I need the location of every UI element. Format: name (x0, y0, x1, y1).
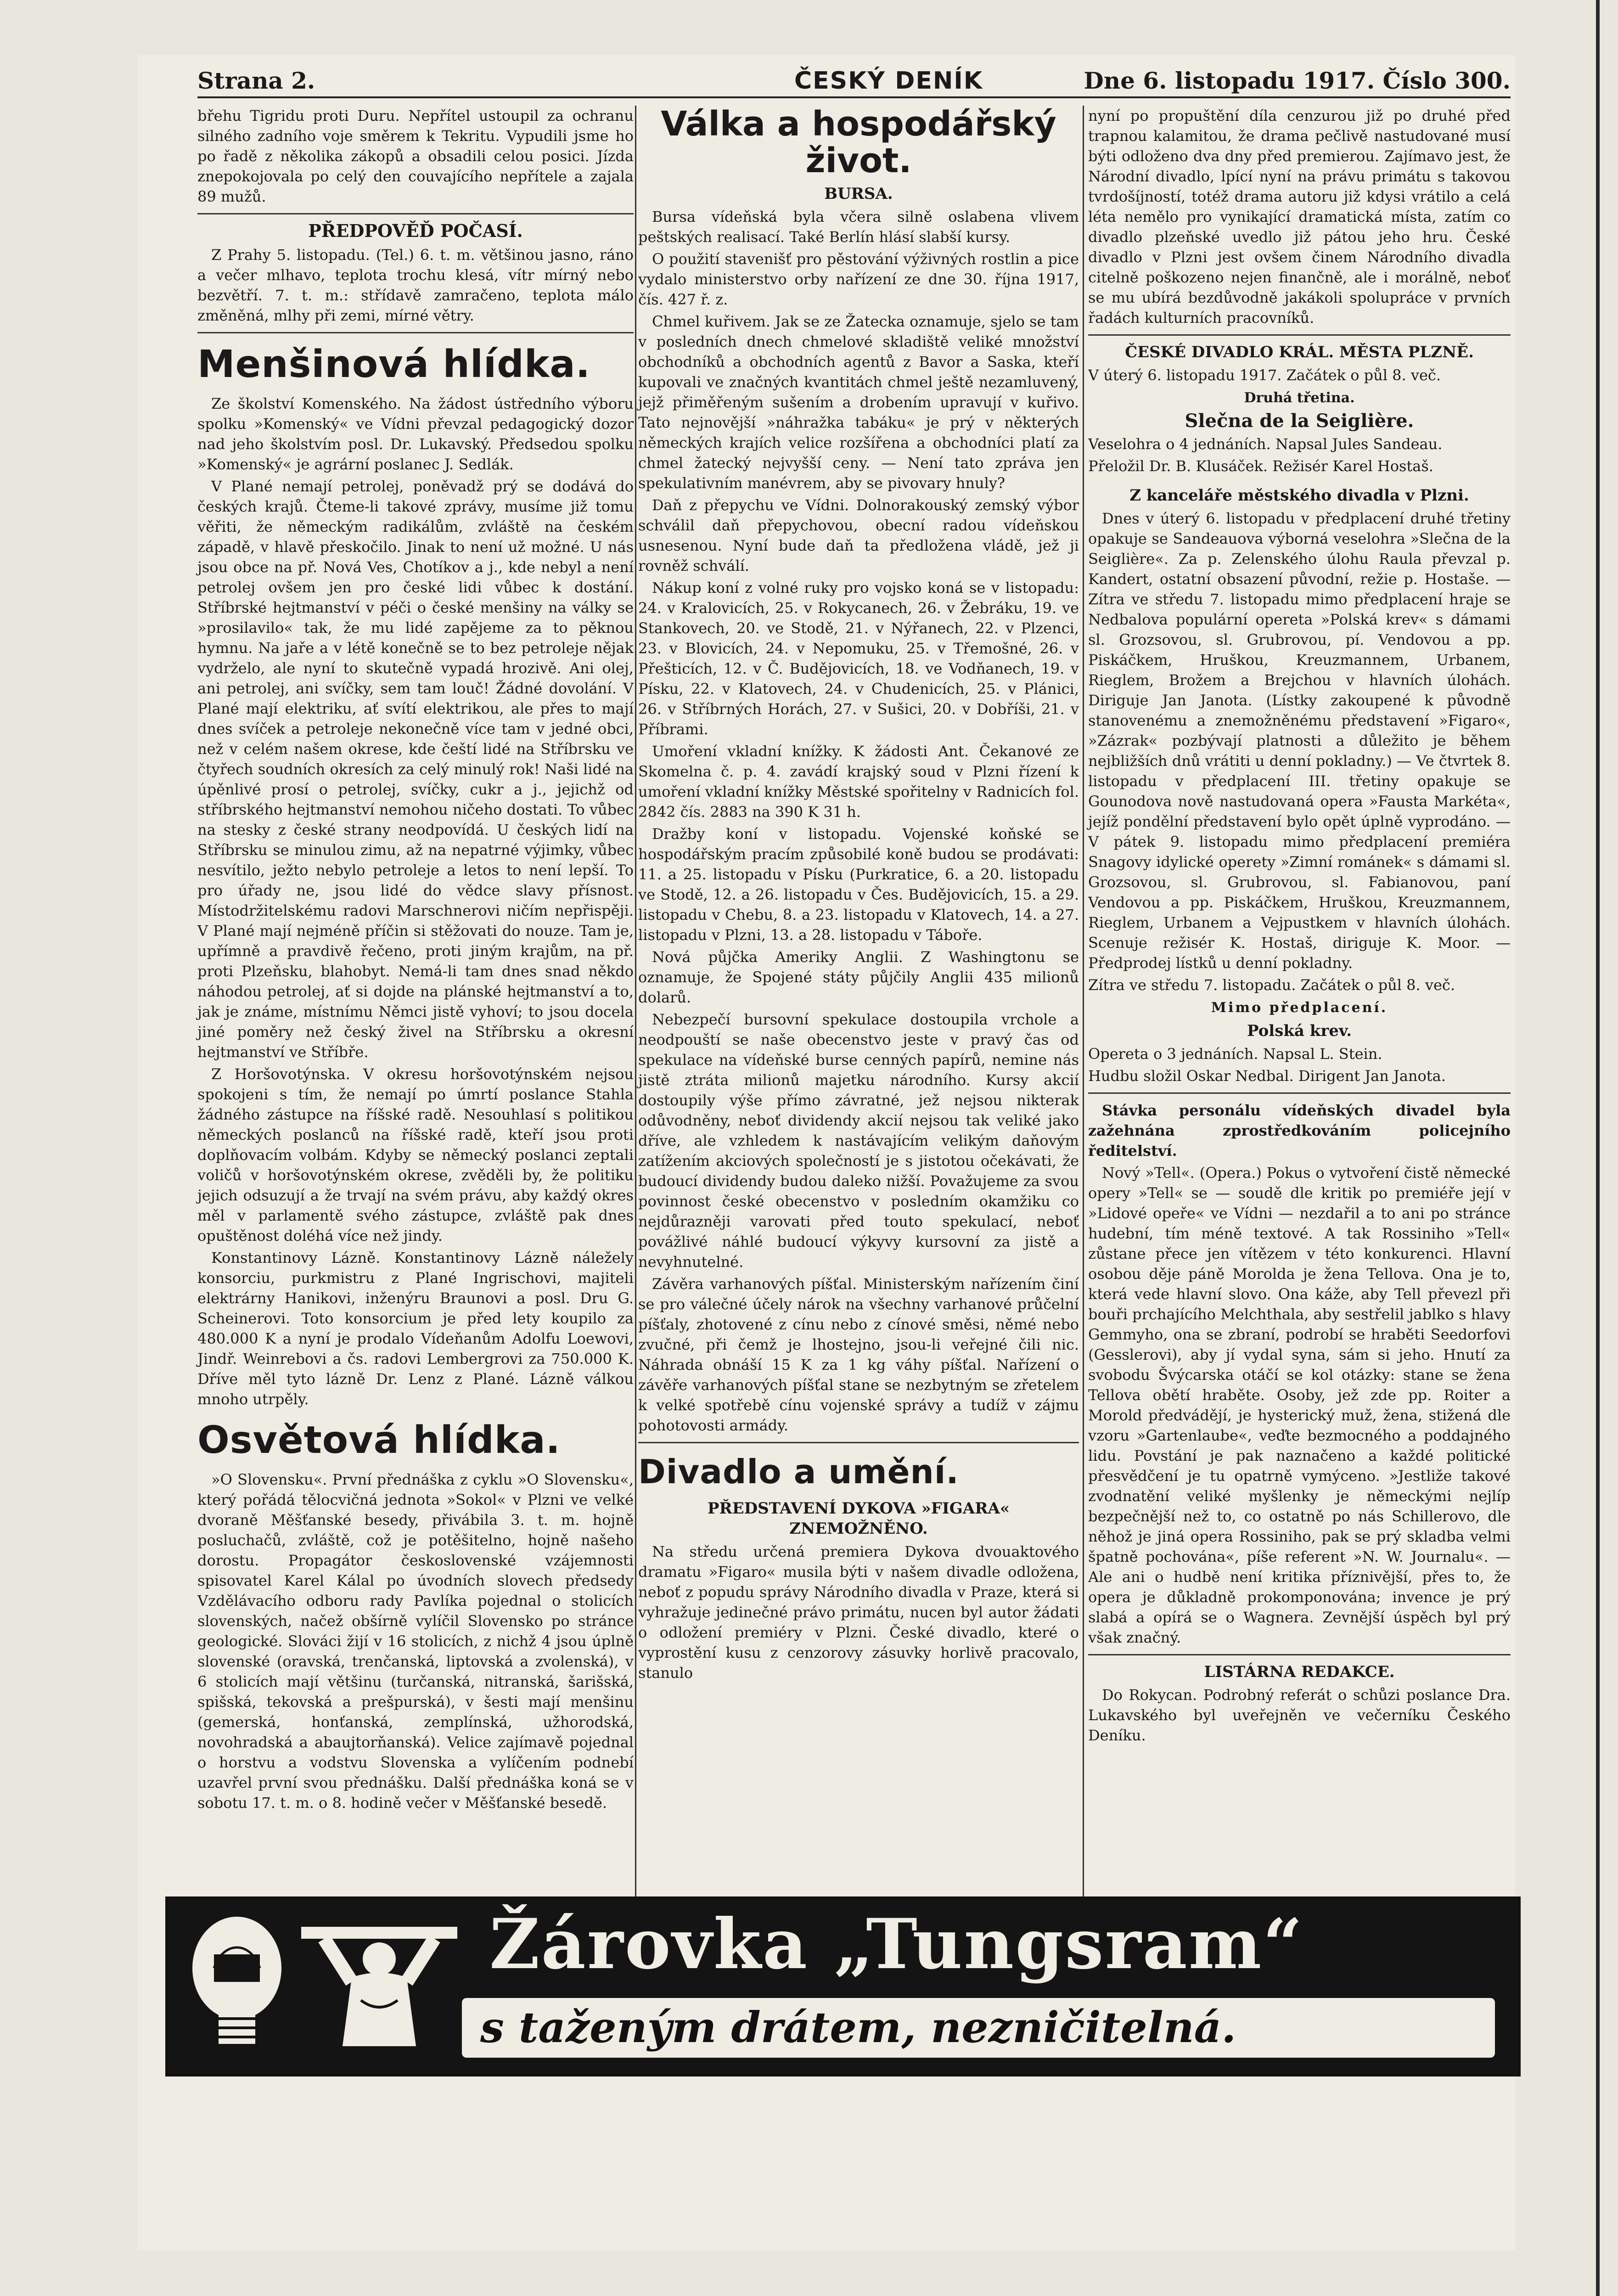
theatre-office-text: Dnes v úterý 6. listopadu v předplacení druhé třetiny opakuje se Sandeauova výborná veselohra »Slečna de la Seiglière«. Za p. Zelenského úlohu Raula převzal p. Kandert, ostatní obsazení původní, režie p. Hostaše. — Zítra ve středu 7. listopadu mimo předplacení hraje se Nedbalova populární opereta »Polská krev« s dámami sl. Grozsovou, sl. Grubrovou, pí. Vendovou a pp. Piskáčkem, Hruškou, Kreuzmannem, Urbanem, Rieglem, Brožem a Brejchou v hlavních úlohách. Diriguje Jan Janota. (Lístky zakoupené k původně stanovenému a znemožněnému představení »Figaro«, »Zázrak« pozbývají platnosti a důležito je během nejbližších dnů vrátiti u denní pokladny.) — Ve čtvrtek 8. listopadu v předplacení III. třetiny opakuje se Gounodova nově nastudovaná opera »Fausta Markéta«, jejíž pondělní představení bylo opět úplně vyprodáno. — V pátek 9. listopadu mimo předplacení premiéra Snagovy idylické operety »Zimní románek« s dámami sl. Grozsovou, sl. Grubrovou, sl. Fabianovou, paní Vendovou a pp. Piskáčkem, Hruškou, Kreuzmannem, Rieglem, Urbanem a Vejpustkem v hlavních úlohách. Scenuje režisér K. Hostaš, diriguje K. Moor. — Předprodej lístků u denní pokladny. (1088, 510, 1511, 972)
divider (197, 332, 634, 333)
light-bulb-icon (186, 1913, 287, 2051)
divider (1088, 1092, 1511, 1094)
playbill-tier: Druhá třetina. (1244, 390, 1355, 406)
divider (1088, 334, 1511, 336)
news-item: Nebezpečí bursovní spekulace dostoupila vrchole a neodpouští se naše obecenstvo jeste v pravý čas od spekulace na vídeňské burse cenných papírů, nemine nás jistě ztráta milionů majetku národního. Kursy akcií dostoupily výše přímo závratné, jež nejsou nikterak odůvodněny, neboť dividendy akcií nejsou tak veliké jako dříve, ale vzhledem k nastávajícím velikým daňovým zatížením akciových společností je s jistotou očekávati, že budoucí dividendy budou daleko nižší. Považujeme za svou povinnost české obecenstvo v posledním okamžiku co nejdůrazněji varovati před touto spekulací, neboť povážlivé náhlé budoucí výkyvy kursovní za jistě a nevyhnutelné. (638, 1011, 1079, 1271)
weather-text: Z Prahy 5. listopadu. (Tel.) 6. t. m. většinou jasno, ráno a večer mlhavo, teplota trochu klesá, vítr mírný nebo bezvětří. 7. t. m.: střídavě zamračeno, teplota málo změněná, mlhy při zemi, mírné větry. (197, 246, 634, 324)
column-3 (1088, 106, 1511, 1747)
ad-brand-name: Žárovka „Tungsram“ (489, 1904, 1304, 1985)
column-divider-2 (1083, 106, 1084, 1938)
column-2 (638, 106, 1079, 1685)
bursa-text: Bursa vídeňská byla včera silně oslabena vlivem peštských realisací. Také Berlín hlásí slabší kursy. (638, 208, 1079, 246)
ad-tagline: s taženým drátem, nezničitelná. (480, 2003, 1236, 2052)
minority-section-heading: Menšinová hlídka. (197, 343, 590, 386)
minority-article-4: Konstantinovy Lázně. Konstantinovy Lázně náležely konsorciu, purkmistru z Plané Ingrischovi, majiteli elektrárny Hanikovi, inženýru Braunovi a posl. Dru G. Scheinerovi. Toto konsorcium je před lety koupilo za 480.000 K a nyní je prodalo Vídeňanům Adolfu Loewovi, Jindř. Weinrebovi a čs. radovi Lembergrovi za 750.000 K. Dříve měl tyto lázně Dr. Lenz z Plané. Lázně válkou mnoho utrpěly. (197, 1249, 634, 1408)
playbill-credits: Veselohra o 4 jednáních. Napsal Jules Sandeau. (1088, 435, 1443, 453)
minority-article-1: Ze školství Komenského. Na žádost ústředního výboru spolku »Komenský« ve Vídni převzal pedagogický dozor nad jeho školstvím posl. Dr. Lukavský. Předsedou spolku »Komenský« je agrární poslanec J. Sedlák. (197, 395, 634, 473)
playbill-next-date: Zítra ve středu 7. listopadu. Začátek o půl 8. več. (1088, 976, 1455, 994)
masthead (197, 64, 1511, 98)
playbill-credits: Opereta o 3 jednáních. Napsal L. Stein. (1088, 1045, 1382, 1063)
minority-article-2: V Plané nemají petrolej, poněvadž prý se dodává do českých krajů. Čteme-li takové zprávy, musíme již tomu věřiti, že německým radikálům, zvláště na českém západě, v hlavě přeskočilo. Jinak to není už možné. U nás jsou obce na př. Nová Ves, Chotíkov a j., kde nebyl a není petrolej ovšem jen pro české lidi vůbec k dostání. Stříbrské hejtmanství v péči o české menšiny na války se »prosilavilo« tak, že mu lidé zapějeme za to pěknou hymnu. Na jaře a v létě konečně se to bez petroleje nějak vydrželo, ale nyní to skutečně vypadá hrozivě. Ani olej, ani petrolej, ani svíčky, sem tam louč! Žádné dovolání. V Plané mají elektriku, ať svítí elektrikou, ale přes to mají dnes svíček a petroleje nekonečně více tam v jedné obci, než v celém našem okrese, kde čeští lidé na Stříbrsku ve čtyřech soudních okresích za celý minulý rok! Naši lidé na úpěnlivé prosí o petrolej, svíčky, cukr a j., jejichž od stříbrského hejtmanství nemohou ničeho dostati. To vůbec na stesky z české strany neodpovídá. U českých lidí na Stříbrsku se minulou zimu, až na nepatrné výjimky, vůbec nesvítilo, ježto nebylo petroleje a letos to není lepší. To pro úřady ne, jsou lidé do vědce slavy přísnost. Místodržitelskému radovi Marschnerovi ničím nepřispěji. V Plané mají nejméně příčin si stěžovati do nouze. Tam je, upřímně a pravdivě řečeno, proti jiným krajům, na př. proti Plzeňsku, blahobyt. Nemá-li tam dnes snad někdo náhodou petrolej, ať si dojde na plánské hejtmanství a to, jak je známe, místnímu Němci jistě vyhoví; to jsou docela jiné poměry než český živel na Stříbrsku a okresní hejtmanství ve Stříbře. (197, 478, 634, 1061)
theatre-article: Na středu určená premiera Dykova dvouaktového dramatu »Figaro« musila býti v našem divadle odložena, neboť z popudu správy Národního divadla v Praze, která si vyhražuje jedinečné právo primátu, nucen byl autor žádati o odložení premiéry v Plzni. České divadlo, které o vyprostění kusu z cenzorovy zásuvky horlivě pracovalo, stanulo (638, 1543, 1079, 1682)
playbill-title: Slečna de la Seiglière. (1185, 410, 1414, 432)
newspaper-title: ČESKÝ DENÍK (794, 67, 983, 95)
minority-article-3: Z Horšovotýnska. V okresu horšovotýnském nejsou spokojeni s tím, že nemají po úmrtí poslance Stahla žádného zástupce na říšské radě. Nesouhlasí s politikou německých poslanců na říšské radě, kteří jsou proti doplňovacím volbám. Kdyby se německý poslanci zeptali voličů v horšovotýnském okrese, zvěděli by, že politiku jejich odsuzují a že trvají na svém právu, aby každý okres měl v parlamentě svého zástupce, zvláště pak dnes opuštěnost doléhá více než jindy. (197, 1065, 634, 1244)
playbill-heading: ČESKÉ DIVADLO KRÁL. MĚSTA PLZNĚ. (1125, 343, 1474, 361)
news-item: Nákup koní z volné ruky pro vojsko koná se v listopadu: 24. v Kralovicích, 25. v Rokycanech, 26. v Žebráku, 19. ve Stankovech, 20. ve Stodě, 21. v Nýřanech, 22. v Plzenci, 23. v Blovicích, 24. v Nepomuku, 25. v Třemošné, 26. v Přešticích, 12. v Č. Budějovicích, 18. ve Vodňanech, 19. v Písku, 22. v Klatovech, 24. v Chudenicích, 25. v Plánici, 26. v Stříbrných Horách, 27. v Sušici, 20. v Dobříši, 21. v Příbrami. (638, 579, 1079, 738)
divider (197, 213, 634, 214)
strongman-figure-icon (292, 1908, 466, 2065)
tungsram-advertisement (165, 1896, 1521, 2077)
letters-heading: LISTÁRNA REDAKCE. (1204, 1663, 1395, 1681)
column-divider-1 (635, 106, 636, 1938)
weather-heading: PŘEDPOVĚĎ POČASÍ. (308, 220, 523, 241)
news-item: Nová půjčka Ameriky Anglii. Z Washingtonu se oznamuje, že Spojené státy půjčily Anglii 435 milionů dolarů. (638, 948, 1079, 1006)
economy-section-heading: Válka a hospodářský život. (661, 104, 1056, 180)
playbill-date: V úterý 6. listopadu 1917. Začátek o půl 8. več. (1088, 366, 1441, 384)
news-item: Daň z přepychu ve Vídni. Dolnorakouský zemský výbor schválil daň přepychovou, obecní radou vídeňskou usnesenou. Nyní bude daň ta předložena vládě, jež ji rovněž schválí. (638, 496, 1079, 574)
playbill-next-title: Polská krev. (1247, 1022, 1352, 1040)
strike-notice: Stávka personálu vídeňských divadel byla zažehnána zprostředkováním policejního ředitelství. (1088, 1102, 1511, 1159)
theatre-subheading: PŘEDSTAVENÍ DYKOVA »FIGARA« ZNEMOŽNĚNO. (707, 1499, 1010, 1538)
news-item: Umoření vkladní knížky. K žádosti Ant. Čekanové ze Skomelna č. p. 4. zavádí krajský soud v Plzni řízení k umoření vkladní knížky Městské spořitelny v Radnicích fol. 2842 čís. 2883 na 390 K 31 h. (638, 743, 1079, 821)
theatre-office-heading: Z kanceláře městského divadla v Plzni. (1129, 486, 1469, 505)
column-1 (197, 106, 634, 1815)
page-number: Strana 2. (197, 67, 315, 94)
divider (1088, 1654, 1511, 1655)
tell-review: Nový »Tell«. (Opera.) Pokus o vytvoření čistě německé opery »Tell« se — soudě dle kritik po premiéře její v »Lidové opeře« ve Vídni — nezdařil a to ani po stránce hudební, tím méně textové. A tak Rossiniho »Tell« zůstane přece jen vítězem v této konkurenci. Hlavní osobou děje páně Morolda je žena Tellova. Ona je to, která vede hlavní slovo. Ona káže, aby Tell převezl při bouři prchajícího Melchthala, aby sestřelil jablko s hlavy Gemmyho, ona se zbraní, podrobí se hraběti Seedorfovi (Gesslerovi), aby jí vydal syna, sám si jeho. Hnutí za svobodu Švýcarska otáčí se kol otázky: stane se žena Tellova obětí hraběte. Osoby, jež zde pp. Roiter a Morold předvádějí, je hysterický muž, žena, stižená dle vzoru »Gartenlaube«, veďte bezmocného a poddajného lidu. Povstání je pak naznačeno a každé politické přesvědčení je tu opatrně vymýceno. »Jestliže takové zvodnatění veliké myšlenky je německými nejlíp bezpečnější než to, co ostatně po nás Schillerovo, dle něhož je jiná opera Rossiniho, pak se prý skladba velmi špatně pochována«, píše referent »N. W. Journalu«. — Ale ani o hudbě není kritika příznivější, přes to, že opera je důkladně prokomponována; invence je prý slabá a opírá se o Wagnera. Zevnější úspěch byl prý však značný. (1088, 1164, 1511, 1646)
war-report-continuation: břehu Tigridu proti Duru. Nepřítel ustoupil za ochranu silného zadního voje směrem k Tekritu. Vypudili jsme ho po řadě z několika zákopů a obsadili celou posici. Jízda znepokojovala po celý den couvajícího nepřítele a zajala 89 mužů. (197, 107, 634, 205)
theatre-article-continuation: nyní po propuštění díla cenzurou již po druhé před trapnou kalamitou, že drama pečlivě nastudované musí býti odloženo dva dny před premierou. Zajímavo jest, že Národní divadlo, lpící nyní na právu primátu s takovou tvrdošíjností, totéž drama autoru již kdysi vrátilo a celá léta nemělo pro vynikající dramatická místa, zatím co divadlo plzeňské uvedlo již pátou jeho hru. České divadlo v Plzni jest ovšem činem Národního divadla citelně poškozeno nejen finančně, ale i morálně, neboť se mu ubírá bezdůvodně jakákoli spolupráce v prvních řadách kulturních pracovníků. (1088, 107, 1511, 326)
playbill-credits: Hudbu složil Oskar Nedbal. Dirigent Jan Janota. (1088, 1067, 1446, 1085)
letters-text: Do Rokycan. Podrobný referát o schůzi poslance Dra. Lukavského byl uveřejněn ve večerníku Českého Deníku. (1088, 1686, 1511, 1744)
culture-article: »O Slovensku«. První přednáška z cyklu »O Slovensku«, který pořádá tělocvičná jednota »Sokol« v Plzni ve velké dvoraně Měšťanské besedy, přivábila 3. t. m. hojně posluchačů, zvláště, což je potěšitelno, hojně našeho dorostu. Propagátor československé vzájemnosti spisovatel Karel Kálal po úvodních slovech předsedy Vzdělávacího odboru rady Pavlíka pojednal o stolicích slovenských, načež obšírně vylíčil Slovensko po stránce geologické. Slováci žijí v 16 stolicích, z nichž 4 jsou úplně slovenské (oravská, trenčanská, liptovská a zvolenská), v 6 stolicích mají většinu (turčanská, nitranská, šarišská, spišská, tekovská a prešpurská), v šesti mají menšinu (gemerská, honťanská, zemplínská, užhorodská, novohradská a abaujtorňanská). Velice zajímavě pojednal o horstvu a vodstvu Slovenska a vylíčením podnebí uzavřel první svou přednášku. Další přednáška koná se v sobotu 17. t. m. o 8. hodině večer v Měšťanské besedě. (197, 1471, 634, 1812)
news-item: Chmel kuřivem. Jak se ze Žatecka oznamuje, sjelo se tam v posledních dnech chmelové skladiště veliké množství obchodníků a obchodních agentů z Bavor a Saska, kteří kupovali ve značných kvantitách chmel ještě nezamluvený, jejž přiměřeným sušením a drobením upravují v kuřivo. Tato nejnovější »náhražka tabáku« je prý v některých německých krajích velice rozšířena a obchodníci platí za chmel žatecký nejvyšší ceny. — Není tato zpráva jen spekulativním manévrem, aby se pivovary hnuly? (638, 313, 1079, 492)
ad-tagline-banner (462, 1998, 1495, 2058)
page-edge-shadow (1596, 0, 1600, 2296)
culture-section-heading: Osvětová hlídka. (197, 1418, 561, 1462)
theatre-section-heading: Divadlo a umění. (638, 1452, 959, 1491)
news-item: O použití stavenišť pro pěstování výživných rostlin a pice vydalo ministerstvo orby nařízení ze dne 30. října 1917, čís. 427 ř. z. (638, 250, 1079, 308)
divider (638, 1442, 1079, 1443)
playbill-credits: Přeložil Dr. B. Klusáček. Režisér Karel Hostaš. (1088, 457, 1433, 475)
news-item: Závěra varhanových píšťal. Ministerským nařízením činí se pro válečné účely nárok na všechny varhanové průčelní píšťaly, zhotovené z cínu nebo z cínové směsi, němé nebo zvučné, při čemž je lhostejno, jsou-li veřejné čili nic. Náhrada obnáší 15 K za 1 kg váhy píšťal. Nařízení o závěře varhanových píšťal stane se nezbytným se zřetelem k velké spotřebě cínu vojenské správy a tudíž v zájmu pohotovosti armády. (638, 1275, 1079, 1434)
playbill-next-mode: Mimo předplacení. (1211, 1000, 1388, 1016)
news-item: Dražby koní v listopadu. Vojenské koňské se hospodářským pracím způsobilé koně budou se prodávati: 11. a 25. listopadu v Písku (Purkratice, 6. a 20. listopadu ve Stodě, 12. a 26. listopadu v Čes. Budějovicích, 15. a 29. listopadu v Chebu, 8. a 23. listopadu v Klatovech, 14. a 27. listopadu v Plzni, 13. a 28. listopadu v Táboře. (638, 825, 1079, 944)
bursa-heading: BURSA. (824, 185, 893, 203)
issue-date: Dne 6. listopadu 1917. Číslo 300. (1084, 67, 1511, 94)
